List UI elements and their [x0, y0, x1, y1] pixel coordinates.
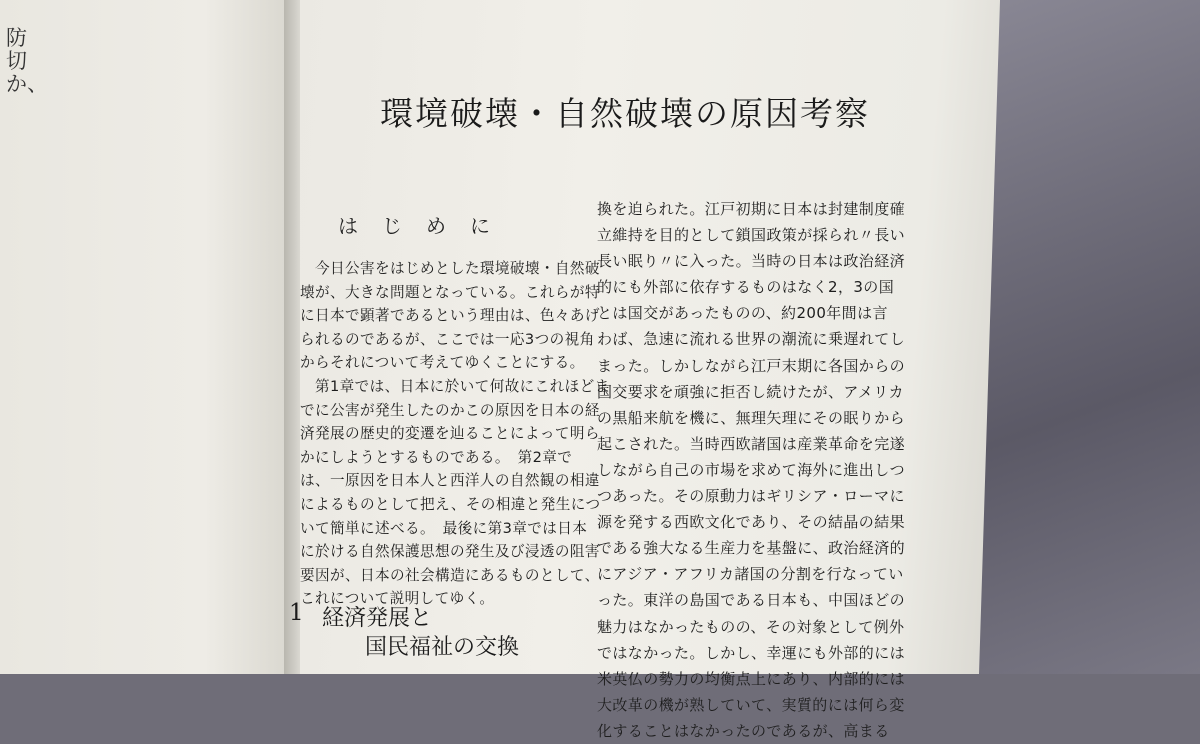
text-line: 長い眠り〃に入った。当時の日本は政治経済 [597, 252, 906, 271]
text-line: にアジア・アフリカ諸国の分割を行なってい [597, 565, 904, 584]
text-line: られるのであるが、ここでは一応3つの視角 [300, 330, 595, 348]
text-line: いて簡単に述べる。 最後に第3章では日本 [300, 519, 588, 537]
text-line: は、一原因を日本人と西洋人の自然観の相違 [300, 472, 600, 490]
text-line: 源を発する西欧文化であり、その結晶の結果 [597, 513, 906, 532]
text-line: 第1章では、日本に於いて何故にこれほどま [300, 377, 610, 395]
text-line: からそれについて考えてゆくことにする。 [300, 354, 585, 372]
text-line: 換を迫られた。江戸初期に日本は封建制度確 [597, 200, 906, 218]
left-page [0, 0, 292, 674]
text-line: に日本で顕著であるという理由は、色々あげ [300, 307, 600, 325]
text-line: わば、急速に流れる世界の潮流に乗遅れてし [597, 330, 906, 349]
text-line: に於ける自然保護思想の発生及び浸透の阻害 [300, 543, 600, 561]
text-line: 米英仏の勢力の均衡点上にあり、内部的には [597, 669, 906, 688]
text-line: これについて説明してゆく。 [300, 590, 495, 608]
text-line: まった。しかしながら江戸末期に各国からの [597, 356, 906, 375]
text-line: しながら自己の市場を求めて海外に進出しつ [597, 460, 906, 479]
left-page-fragment: か、 [6, 72, 48, 96]
text-line: 壊が、大きな問題となっている。これらが特 [300, 283, 600, 301]
text-line: 立維持を目的として鎖国政策が採られ〃長い [597, 226, 906, 245]
text-line: とは国交があったものの、約200年間は言 [597, 304, 888, 323]
section-number: 1 [289, 600, 304, 626]
left-page-fragment: 防 [6, 26, 27, 50]
text-line: 大改革の機が熟していて、実質的には何ら変 [597, 695, 905, 714]
section-title-continued: 国民福祉の交換 [365, 635, 520, 660]
text-line: 要因が、日本の社会構造にあるものとして、 [300, 566, 600, 584]
intro-heading: はじめに [338, 214, 514, 238]
text-line: の黒船来航を機に、無理矢理にその眠りから [597, 408, 906, 427]
text-line: ではなかった。しかし、幸運にも外部的には [597, 643, 906, 662]
text-line: 化することはなかったのであるが、高まる [597, 721, 890, 740]
section-title: 経済発展と [322, 606, 433, 631]
text-line: 魅力はなかったものの、その対象として例外 [597, 617, 905, 636]
text-line: である強大なる生産力を基盤に、政治経済的 [597, 539, 906, 558]
text-line: った。東洋の島国である日本も、中国ほどの [597, 591, 906, 610]
text-line: 国交要求を頑強に拒否し続けたが、アメリカ [597, 382, 904, 401]
text-line: 起こされた。当時西欧諸国は産業革命を完遂 [597, 434, 906, 453]
text-line: によるものとして把え、その相違と発生につ [300, 495, 601, 513]
text-line: でに公害が発生したのかこの原因を日本の経 [300, 401, 600, 419]
text-line: 今日公害をはじめとした環境破壊・自然破 [300, 260, 600, 277]
right-column [597, 196, 927, 744]
left-page-fragment: 切 [6, 49, 27, 73]
text-line: 済発展の歴史的変遷を辿ることによって明ら [300, 425, 600, 443]
article-title: 環境破壊・自然破壊の原因考察 [380, 94, 870, 133]
text-line: つあった。その原動力はギリシア・ローマに [597, 487, 905, 506]
left-column [300, 257, 610, 611]
text-line: 的にも外部に依存するものはなく2，3の国 [597, 278, 895, 297]
text-line: かにしようとするものである。 第2章で [300, 448, 573, 466]
